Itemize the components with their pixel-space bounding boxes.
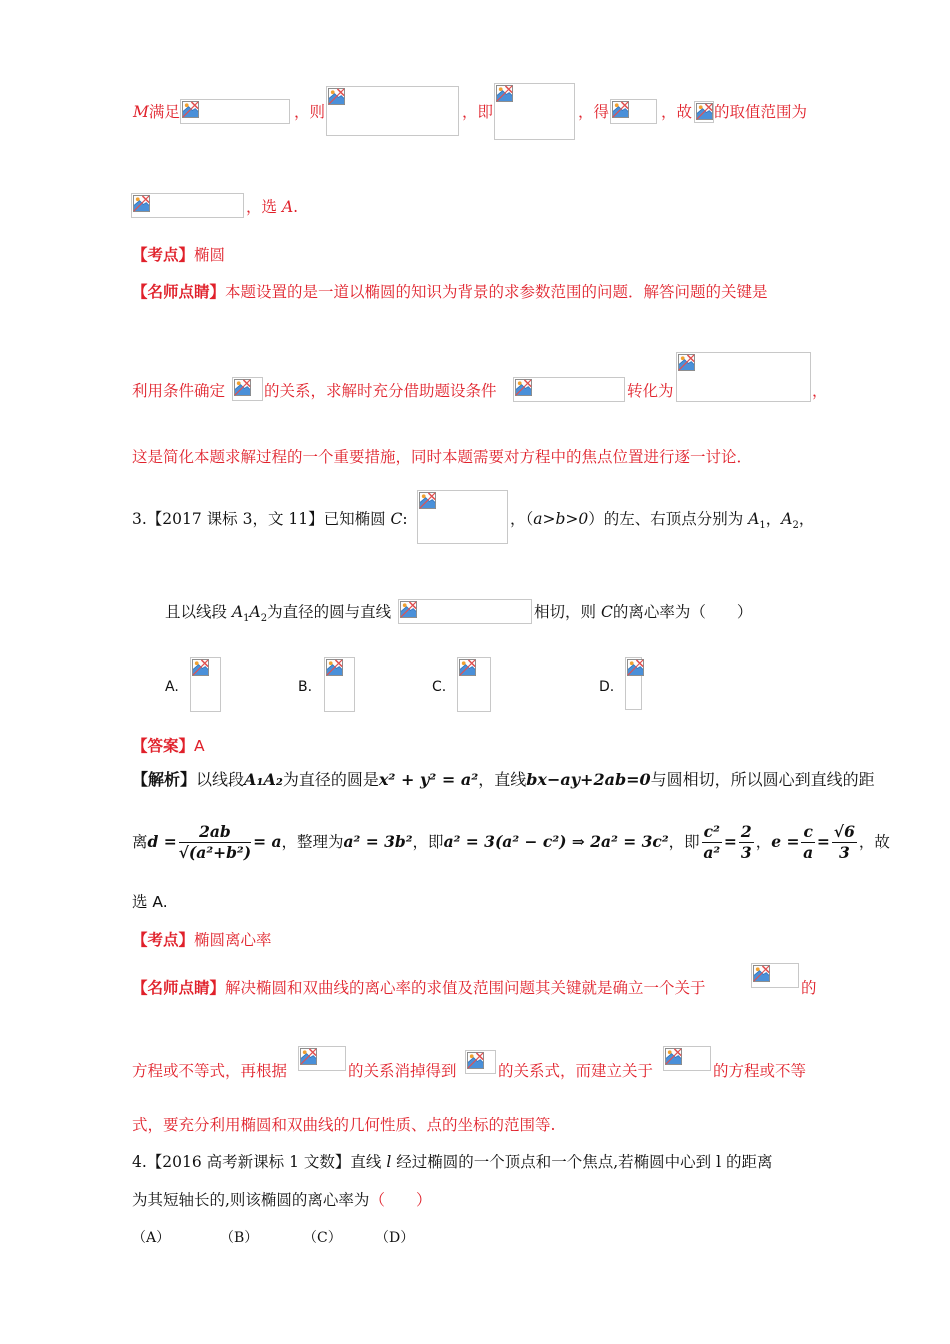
fraction: $\frac{\text{c²}}{\text{a²}}$ <box>703 822 721 862</box>
q3-dianjing-2d: 的方程或不等 <box>713 1062 807 1080</box>
q3-stem-line2: 且以线段 $A_1A_2$为直径的圆与直线 <box>165 603 392 625</box>
broken-image-icon <box>467 1052 484 1069</box>
q2-dianjing-2d: ， <box>812 382 828 400</box>
formula-image <box>326 86 459 136</box>
broken-image-icon <box>678 354 695 371</box>
broken-image-icon <box>419 492 436 509</box>
q3-jiexi-2: 离d = $\frac{2ab}{\text{√(a²+b²)}}$ = a，整理为a² = 3b²，即a² = 3(a² − c²) ⇒ 2a² = 3c²，即 $\frac{\text{c²}}{\text{a²}}$ = $\frac{2}{3}$ ，e = $\frac{c}{a}$ = $\frac{√6}{3}$ ，故 <box>132 822 890 862</box>
q4-option-d[interactable]: （D） <box>375 1230 415 1246</box>
q4-option-c[interactable]: （C） <box>303 1230 342 1246</box>
formula-image <box>494 83 575 140</box>
q2-text: ，故 <box>661 103 693 121</box>
fraction: $\frac{√6}{3}$ <box>833 822 855 862</box>
q4-option-b[interactable]: （B） <box>220 1230 259 1246</box>
formula-image <box>610 99 657 124</box>
q3-option-b[interactable]: B. <box>298 679 313 695</box>
formula-image <box>457 657 491 712</box>
q3-dianjing-2c: 的关系式，而建立关于 <box>498 1062 654 1080</box>
q2-text: ，则 <box>294 103 326 121</box>
formula-image <box>180 99 290 124</box>
broken-image-icon <box>627 659 644 676</box>
q4-stem-2: 为其短轴长的,则该椭圆的离心率为（ ） <box>132 1191 432 1209</box>
q3-stem-1: 3.【2017 课标 3，文 11】已知椭圆 C: <box>132 510 408 528</box>
broken-image-icon <box>192 659 209 676</box>
q3-jiexi-3: 选 A. <box>132 893 168 911</box>
formula-image <box>513 377 625 402</box>
q2-text: ，即 <box>462 103 494 121</box>
fraction: $\frac{2ab}{\text{√(a²+b²)}}$ <box>178 822 252 862</box>
q2-kaodian: 【考点】椭圆 <box>132 245 226 264</box>
q3-stem-2: ，（a>b>0）的左、右顶点分别为 $A_1$，$A_2$， <box>510 510 815 532</box>
fraction: $\frac{c}{a}$ <box>803 822 814 862</box>
broken-image-icon <box>328 88 345 105</box>
broken-image-icon <box>696 103 713 120</box>
formula-image <box>298 1046 346 1071</box>
broken-image-icon <box>753 965 770 982</box>
formula-image <box>131 193 244 218</box>
broken-image-icon <box>400 601 417 618</box>
broken-image-icon <box>459 659 476 676</box>
broken-image-icon <box>665 1048 682 1065</box>
q3-dianjing-2b: 的关系消掉得到 <box>348 1062 457 1080</box>
broken-image-icon <box>515 379 532 396</box>
formula-image <box>232 377 263 401</box>
formula-image <box>676 352 811 402</box>
q3-dianjing-2a: 方程或不等式，再根据 <box>132 1062 288 1080</box>
formula-image <box>190 657 221 712</box>
formula-image <box>663 1046 711 1071</box>
q2-dianjing-2a: 利用条件确定 <box>132 382 226 400</box>
q3-dianjing-1b: 的 <box>801 979 817 997</box>
broken-image-icon <box>133 195 150 212</box>
q2-line1: M满足 <box>133 103 180 121</box>
fraction: $\frac{2}{3}$ <box>740 822 752 862</box>
q2-dianjing-2b: 的关系，求解时充分借助题设条件 <box>264 382 497 400</box>
formula-image <box>625 657 642 710</box>
q2-dianjing-3: 这是简化本题求解过程的一个重要措施，同时本题需要对方程中的焦点位置进行逐一讨论． <box>132 448 753 466</box>
q3-answer: 【答案】A <box>132 736 205 755</box>
formula-image <box>465 1050 496 1074</box>
q3-stem-line2b: 相切，则 C的离心率为（ ） <box>534 603 753 621</box>
q3-option-d[interactable]: D. <box>599 679 615 695</box>
formula-image <box>417 490 508 544</box>
q3-option-c[interactable]: C. <box>432 679 447 695</box>
q2-dianjing-1: 【名师点睛】本题设置的是一道以椭圆的知识为背景的求参数范围的问题．解答问题的关键是 <box>132 282 768 301</box>
q3-dianjing-1: 【名师点睛】解决椭圆和双曲线的离心率的求值及范围问题其关键就是确立一个关于 <box>132 978 706 997</box>
q2-dianjing-2c: 转化为 <box>627 382 674 400</box>
formula-image <box>694 101 714 123</box>
q3-kaodian: 【考点】椭圆离心率 <box>132 930 272 949</box>
q3-dianjing-3: 式，要充分利用椭圆和双曲线的几何性质、点的坐标的范围等. <box>132 1116 556 1134</box>
broken-image-icon <box>326 659 343 676</box>
var-m: M <box>133 103 149 121</box>
q4-option-a[interactable]: （A） <box>132 1230 171 1246</box>
q3-option-a[interactable]: A. <box>165 679 179 695</box>
q2-choose: ，选 A. <box>246 198 299 216</box>
broken-image-icon <box>300 1048 317 1065</box>
formula-image <box>324 657 355 712</box>
broken-image-icon <box>496 85 513 102</box>
broken-image-icon <box>234 379 251 396</box>
q4-stem-1: 4.【2016 高考新课标 1 文数】直线 l 经过椭圆的一个顶点和一个焦点,若椭圆中心到 l 的距离 <box>132 1153 773 1171</box>
formula-image <box>398 599 532 624</box>
broken-image-icon <box>182 101 199 118</box>
formula-image <box>751 963 799 988</box>
q2-text: ，得 <box>578 103 610 121</box>
broken-image-icon <box>612 101 629 118</box>
q3-jiexi-1: 【解析】以线段A₁A₂为直径的圆是x² + y² = a²，直线bx−ay+2ab=0与圆相切，所以圆心到直线的距 <box>132 770 875 789</box>
q2-text: 的取值范围为 <box>714 103 808 121</box>
